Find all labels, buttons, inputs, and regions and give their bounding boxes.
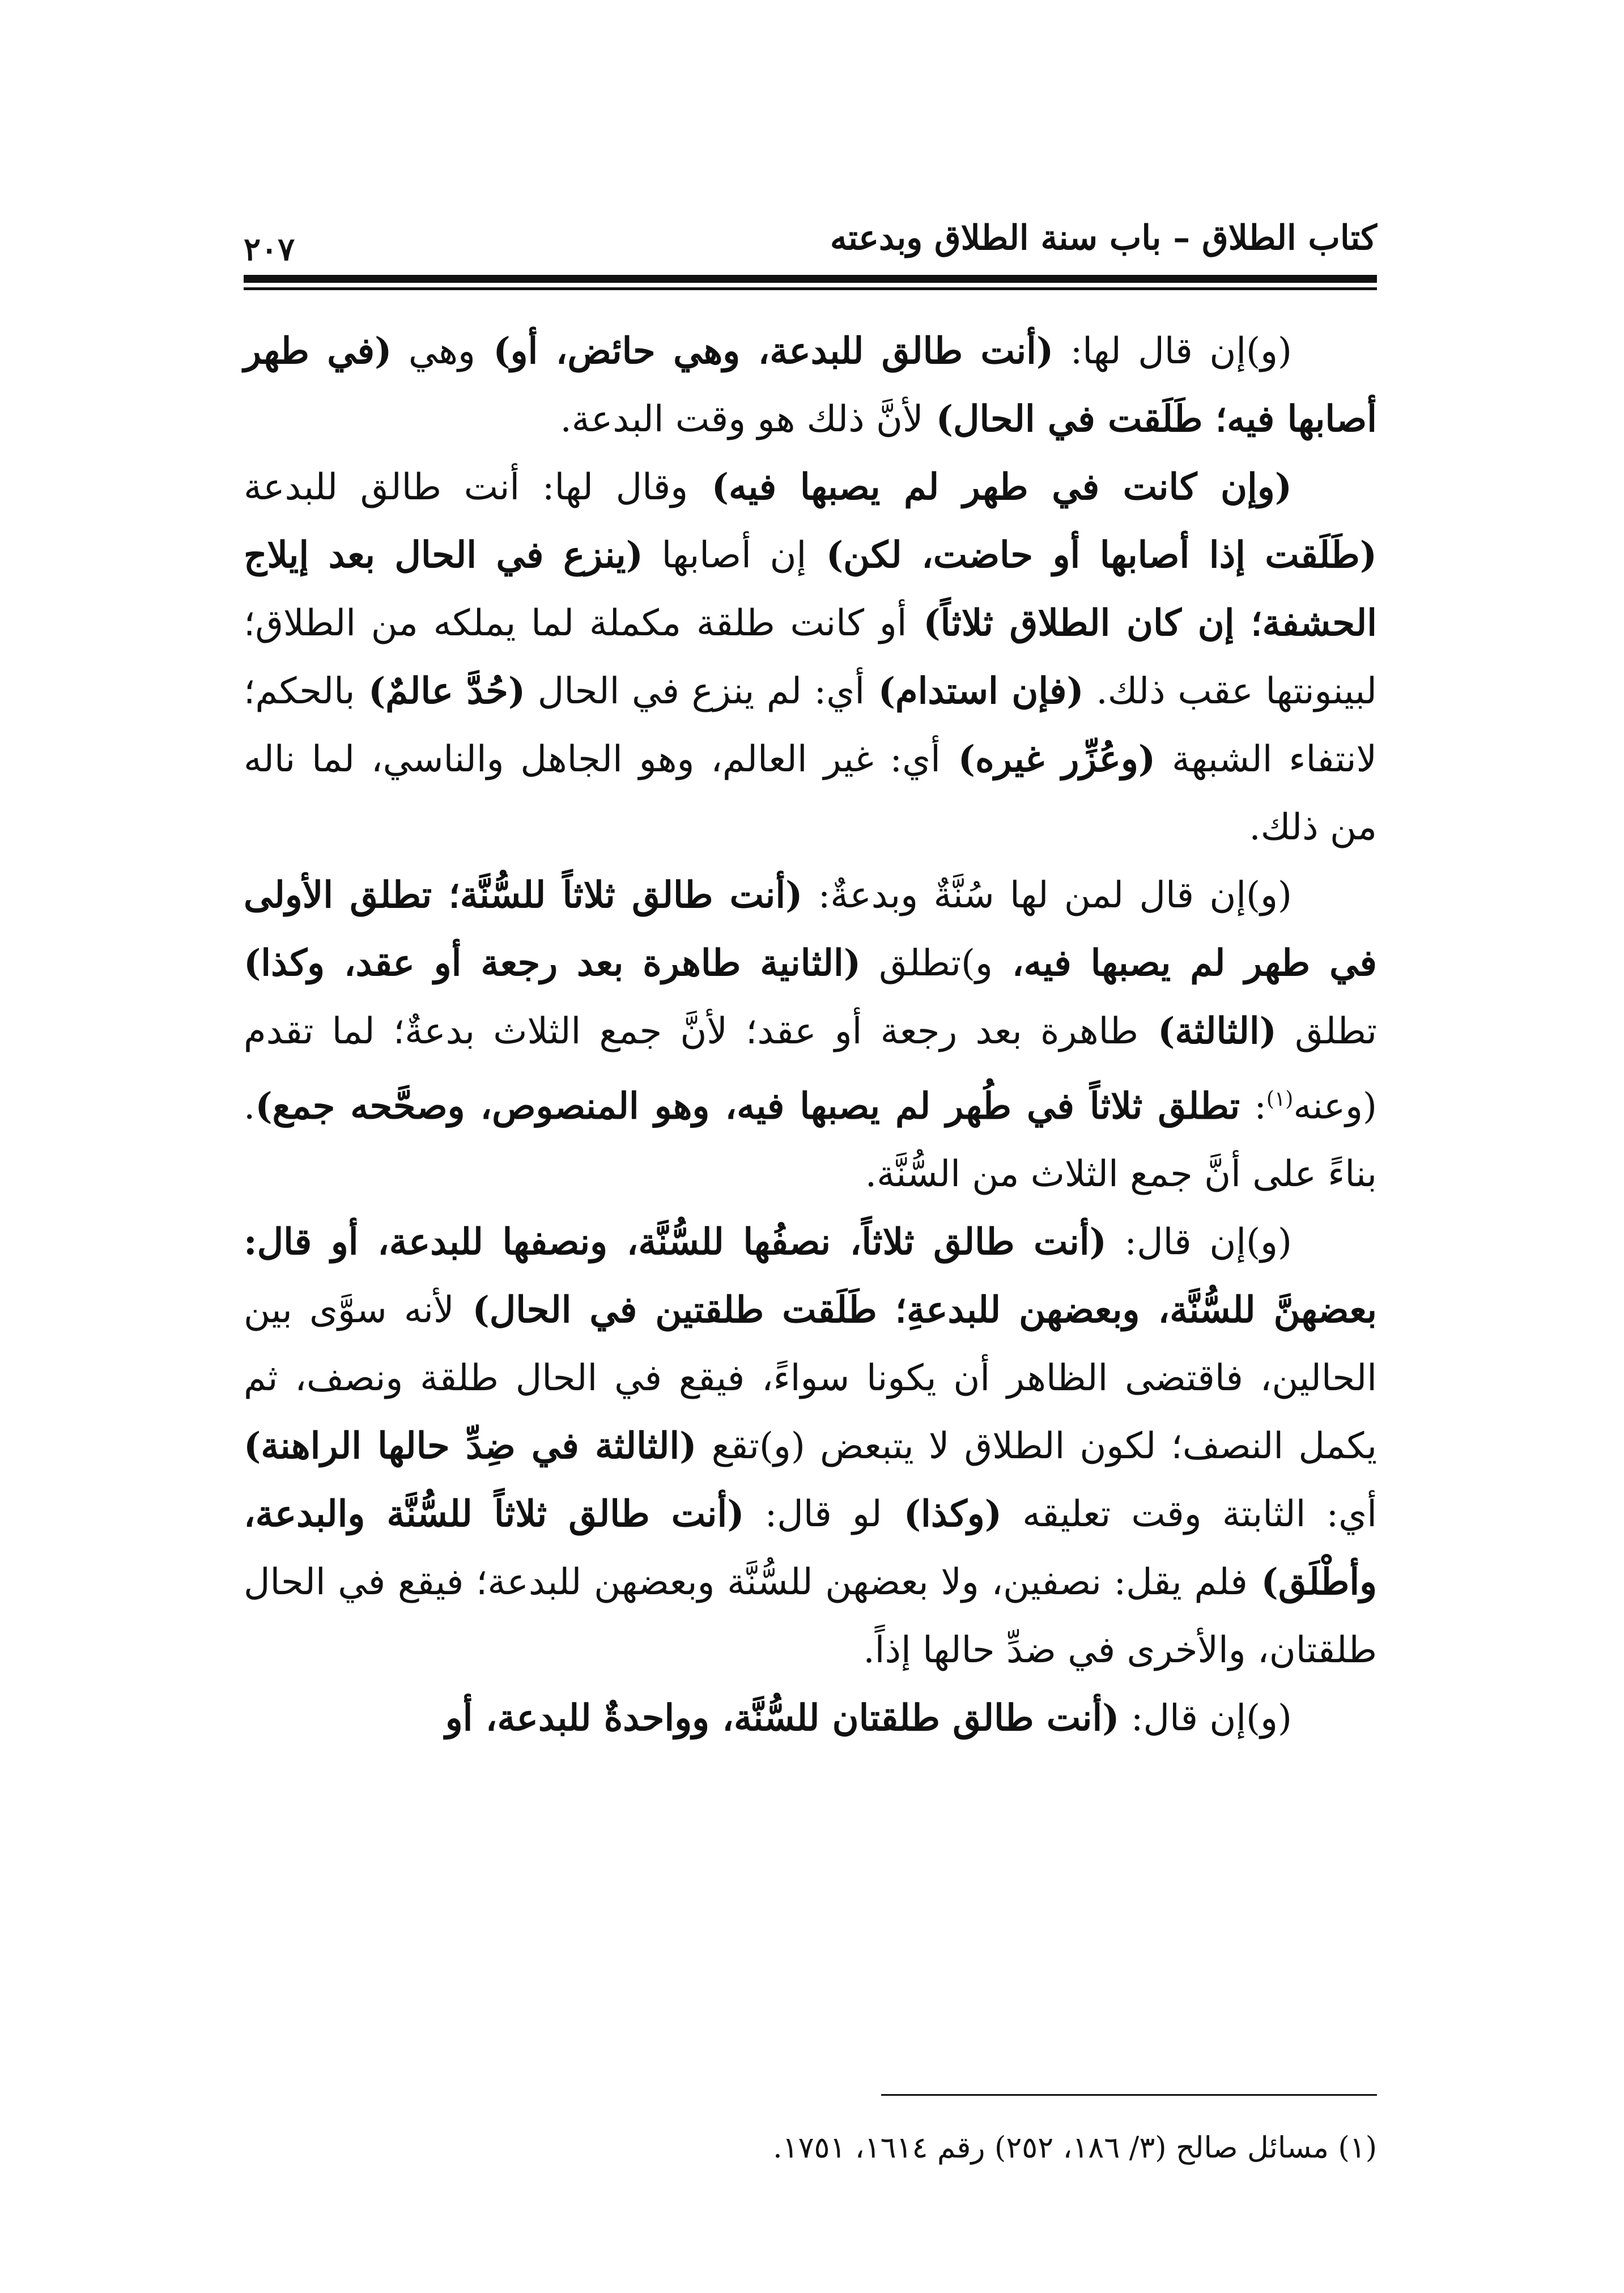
commentary-text: فلم يقل: نصفين، ولا بعضهن للسُّنَّة وبعضهن للبدعة؛ فيقع في الحال طلقتان، والأخرى في ضدِّ حالها إذاً. xyxy=(244,1561,1377,1672)
commentary-text: : xyxy=(1240,1085,1266,1128)
commentary-text: طاهرة بعد رجعة أو عقد؛ لأنَّ جمع الثلاث بدعةٌ؛ لما تقدم xyxy=(244,1010,1138,1052)
quoted-text: (أنت طالق ثلاثاً، نصفُها للسُّنَّة، ونصفها للبدعة، أو قال: بعضهنَّ للسُّنَّة، وبعضهن للبدعةِ؛ طَلَقت طلقتين في الحال) xyxy=(244,1221,1378,1332)
commentary-text: تطلق xyxy=(1276,1010,1377,1052)
quoted-text: (الثالثة) xyxy=(1138,1010,1277,1052)
commentary-text: (و)إن قال لها: xyxy=(1053,330,1292,372)
commentary-text: بالحكم؛ لانتفاء الشبهة xyxy=(244,670,1378,780)
commentary-text: . بناءً على أنَّ جمع الثلاث من السُّنَّة. xyxy=(244,1085,1377,1196)
commentary-text: (و)إن قال لمن لها سُنَّةٌ وبدعةٌ: xyxy=(802,874,1293,916)
quoted-text: (طَلَقت إذا أصابها أو حاضت، لكن) xyxy=(806,534,1377,576)
main-text xyxy=(244,317,1377,1752)
commentary-text: إن أصابها xyxy=(643,534,807,576)
commentary-text: لأنه سوَّى بين الحالين، فاقتضى الظاهر أن يكونا سواءً، فيقع في الحال طلقة ونصف، ثم يكمل النصف؛ لكون الطلاق لا يتبعض xyxy=(244,1289,1378,1468)
footnote-divider xyxy=(881,2094,1377,2096)
commentary-text: (و)إن قال: xyxy=(1119,1697,1292,1740)
commentary-text: لأنَّ ذلك هو وقت البدعة. xyxy=(560,398,924,440)
paragraph xyxy=(244,453,1377,861)
header-rule-thick xyxy=(244,275,1377,283)
header-title: كتاب الطلاق – باب سنة الطلاق وبدعته xyxy=(830,218,1377,258)
footnote: (١) مسائل صالح (٣/ ١٨٦، ٢٥٢) رقم ١٦١٤، ١٧٥١. xyxy=(773,2131,1377,2165)
paragraph xyxy=(244,1208,1377,1684)
header-rule-thin xyxy=(244,287,1377,290)
quoted-text: (فإن استدام) xyxy=(865,670,1084,712)
commentary-text: أو كانت طلقة مكملة لما يملكه من الطلاق؛ لبينونتها عقب ذلك. xyxy=(244,602,1378,712)
quoted-text: (ينزع في الحال بعد إيلاج الحشفة؛ إن كان الطلاق ثلاثاً) xyxy=(244,534,1377,644)
commentary-text: و)تطلق xyxy=(861,942,993,984)
quoted-text: تطلق ثلاثاً في طُهر لم يصبها فيه، وهو المنصوص، وصحَّحه جمع) xyxy=(255,1085,1240,1128)
quoted-text: (وعُزِّر غيره) xyxy=(940,738,1156,780)
commentary-text: لو قال: xyxy=(744,1493,882,1536)
paragraph xyxy=(244,861,1377,1208)
commentary-text: أي: الثابتة وقت تعليقه xyxy=(1002,1493,1378,1536)
quoted-text: (أنت طالق ثلاثاً للسُّنَّة؛ تطلق الأولى في طهر لم يصبها فيه، xyxy=(244,874,1378,984)
quoted-text: (حُدَّ عالمٌ) xyxy=(355,670,526,712)
quoted-text: (أنت طالق طلقتان للسُّنَّة، وواحدةٌ للبدعة، أو xyxy=(445,1697,1120,1740)
footnote-reference: (١) xyxy=(1266,1088,1294,1111)
quoted-text: (الثانية طاهرة بعد رجعة أو عقد، وكذا) xyxy=(244,942,861,984)
quoted-text: (أنت طالق للبدعة، وهي حائض، أو) xyxy=(475,330,1054,372)
page-number: ٢٠٧ xyxy=(244,231,295,268)
quoted-text: (أنت طالق ثلاثاً للسُّنَّة والبدعة، وأطْلَق) xyxy=(244,1493,1378,1604)
commentary-text: أي: غير العالم، وهو الجاهل والناسي، لما ناله من ذلك. xyxy=(244,738,1377,848)
commentary-text: وهي xyxy=(392,330,475,372)
quoted-text: (في طهر أصابها فيه؛ طَلَقت في الحال) xyxy=(244,330,1377,440)
commentary-text: أي: لم ينزع في الحال xyxy=(525,670,865,712)
commentary-text: (و)إن قال: xyxy=(1106,1221,1292,1264)
commentary-text: (وعنه xyxy=(1293,1085,1378,1128)
paragraph xyxy=(244,317,1377,453)
quoted-text: (وكذا) xyxy=(882,1493,1002,1536)
quoted-text: (وإن كانت في طهر لم يصبها فيه) xyxy=(688,466,1293,508)
commentary-text: وقال لها: أنت طالق للبدعة xyxy=(244,466,688,508)
paragraph xyxy=(244,1684,1377,1752)
running-header xyxy=(244,210,1377,272)
commentary-text: (و)تقع xyxy=(696,1425,805,1468)
quoted-text: (الثالثة في ضِدِّ حالها الراهنة) xyxy=(244,1425,697,1468)
